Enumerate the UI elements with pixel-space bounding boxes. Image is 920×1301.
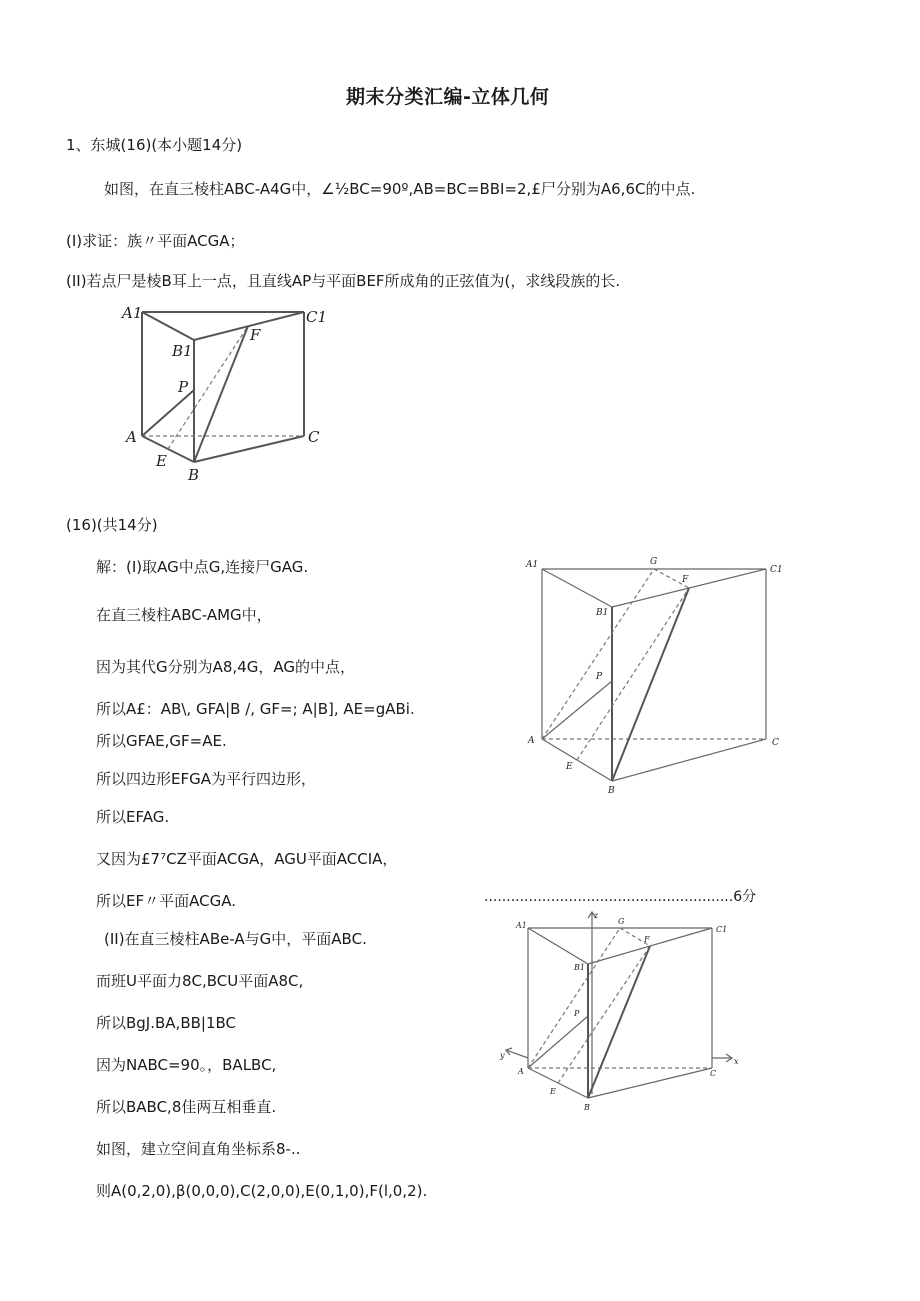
label-C: C [710, 1069, 717, 1078]
solution-line: 又因为£7⁷CZ平面ACGA，AGU平面ACCIA， [96, 850, 398, 868]
label-G: G [650, 557, 658, 567]
label-P: P [178, 378, 189, 396]
solution-line: 所以GFAE,GF=AE. [96, 732, 227, 750]
label-B: B [608, 786, 615, 795]
solution-line: 因为NABC=90。，BALBC, [96, 1056, 277, 1074]
solution-line: 所以EF〃平面ACGA. [96, 892, 236, 910]
part-two: (II)若点尸是棱B耳上一点，且直线AP与平面BEF所成角的正弦值为(，求线段族的长. [66, 272, 621, 290]
solution-line: 所以A£：AB\, GFA|B /, GF=; A|B], AE=gABi. [96, 700, 415, 718]
solution-line: 而班U平面力8C,BCU平面A8C, [96, 972, 304, 990]
solution-line: 在直三棱柱ABC-AMG中， [96, 606, 272, 624]
solution-header: (16)(共14分) [66, 516, 158, 534]
prism-figure-1 [118, 300, 338, 485]
label-A: A [518, 1067, 524, 1076]
solution-line: 解：(I)取AG中点G,连接尸GAG. [96, 558, 309, 576]
label-C1: C1 [716, 925, 728, 934]
score-mark: ........................................................6分 [484, 889, 757, 905]
label-A1: A1 [122, 304, 143, 322]
label-B1: B1 [172, 342, 193, 360]
part-one: (I)求证：族〃平面ACGA； [66, 232, 245, 250]
problem-header: 1、东城(16)(本小题14分) [66, 136, 243, 154]
label-A: A [126, 428, 137, 446]
label-B: B [188, 466, 200, 484]
solution-line: 所以BgJ.BA,BB|1BC [96, 1014, 237, 1032]
label-F: F [644, 935, 650, 944]
label-z: z [594, 911, 599, 920]
prism-figure-3 [496, 908, 746, 1113]
label-C1: C1 [306, 308, 328, 326]
label-E: E [550, 1087, 556, 1096]
solution-line: (II)在直三棱柱ABe-A与G中，平面ABC. [104, 930, 367, 948]
solution-line: 则A(0,2,0),β(0,0,0),C(2,0,0),E(0,1,0),F(l,0,2). [96, 1182, 428, 1200]
label-P: P [574, 1009, 580, 1018]
problem-statement: 如图，在直三棱柱ABC-A4G中，∠½BC=90º,AB=BC=BBI=2,£尸分别为A6,6C的中点. [104, 180, 696, 198]
label-B1: B1 [596, 608, 609, 618]
label-G: G [618, 917, 625, 926]
solution-line: 如图，建立空间直角坐标系8-.. [96, 1140, 301, 1158]
label-F: F [250, 326, 261, 344]
prism-figure-2 [520, 555, 790, 795]
label-E: E [566, 762, 573, 772]
page-title: 期末分类汇编-立体几何 [346, 86, 550, 108]
solution-line: 因为其代G分别为A8,4G，AG的中点， [96, 658, 355, 676]
label-B: B [584, 1103, 590, 1112]
label-B1: B1 [574, 963, 585, 972]
label-E: E [156, 452, 167, 470]
label-A: A [528, 736, 535, 746]
solution-line: 所以EFAG. [96, 808, 170, 826]
label-F: F [682, 575, 689, 585]
label-C1: C1 [770, 565, 783, 575]
label-C: C [308, 428, 320, 446]
solution-line: 所以BABC,8佳两互相垂直. [96, 1098, 277, 1116]
label-P: P [596, 672, 603, 682]
label-C: C [772, 738, 779, 748]
label-y: y [500, 1051, 505, 1060]
label-x: x [734, 1057, 739, 1066]
label-A1: A1 [526, 560, 539, 570]
solution-line: 所以四边形EFGA为平行四边形， [96, 770, 316, 788]
label-A1: A1 [516, 921, 527, 930]
